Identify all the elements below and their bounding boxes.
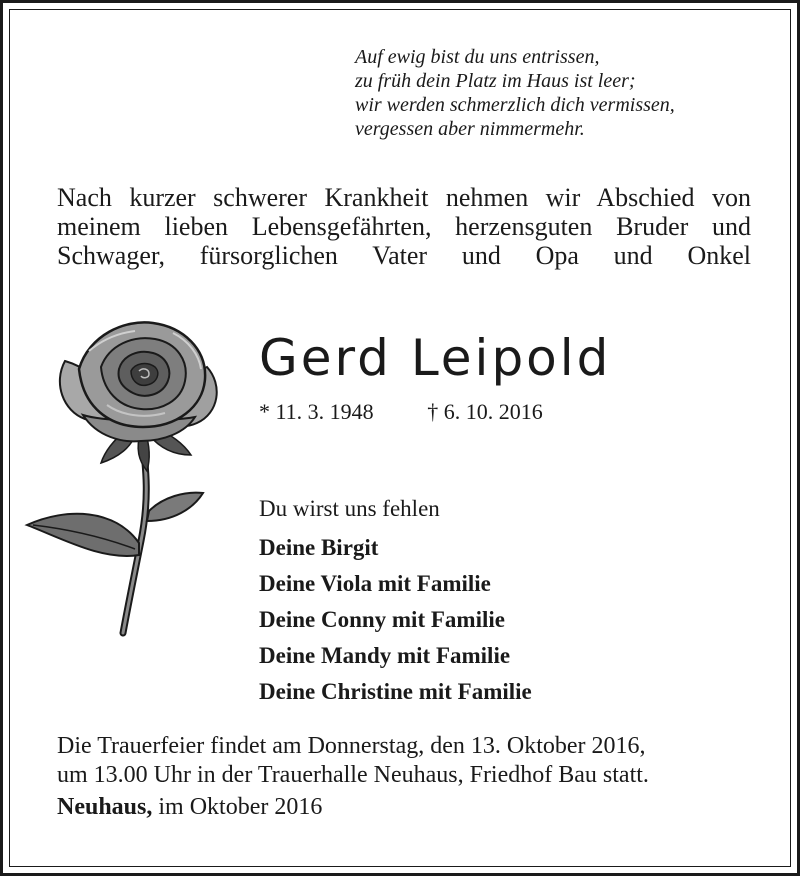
poem-line: Auf ewig bist du uns entrissen, bbox=[355, 46, 600, 68]
mourner: Deine Christine mit Familie bbox=[259, 679, 532, 704]
mourner: Deine Birgit bbox=[259, 535, 379, 560]
funeral-service-info bbox=[57, 732, 649, 790]
place-and-date bbox=[57, 793, 322, 822]
poem-line: zu früh dein Platz im Haus ist leer; bbox=[355, 70, 636, 92]
poem-line: wir werden schmerzlich dich vermissen, bbox=[355, 94, 675, 116]
intro-line: Nach kurzer schwerer Krankheit nehmen wir Abschied von bbox=[57, 183, 751, 212]
memorial-poem bbox=[355, 45, 675, 141]
death-date: † 6. 10. 2016 bbox=[427, 399, 543, 424]
rose-icon bbox=[23, 311, 243, 641]
mourner: Deine Viola mit Familie bbox=[259, 571, 491, 596]
place: Neuhaus, bbox=[57, 794, 153, 820]
mourners-list bbox=[259, 530, 532, 710]
life-dates bbox=[259, 398, 543, 426]
date: im Oktober 2016 bbox=[158, 794, 323, 820]
poem-line: vergessen aber nimmermehr. bbox=[355, 118, 585, 140]
closing-phrase: Du wirst uns fehlen bbox=[259, 496, 440, 521]
intro-line: meinem lieben Lebensgefährten, herzensguten Bruder und bbox=[57, 212, 751, 241]
intro-text bbox=[57, 183, 751, 270]
service-line: Die Trauerfeier findet am Donnerstag, den 13. Oktober 2016, bbox=[57, 733, 646, 759]
mourner: Deine Conny mit Familie bbox=[259, 607, 505, 632]
mourner: Deine Mandy mit Familie bbox=[259, 643, 511, 668]
birth-date: * 11. 3. 1948 bbox=[259, 399, 374, 424]
service-line: um 13.00 Uhr in der Trauerhalle Neuhaus, Friedhof Bau statt. bbox=[57, 762, 649, 788]
intro-line: Schwager, fürsorglichen Vater und Opa und Onkel bbox=[57, 241, 751, 270]
deceased-name: Gerd Leipold bbox=[259, 329, 612, 387]
